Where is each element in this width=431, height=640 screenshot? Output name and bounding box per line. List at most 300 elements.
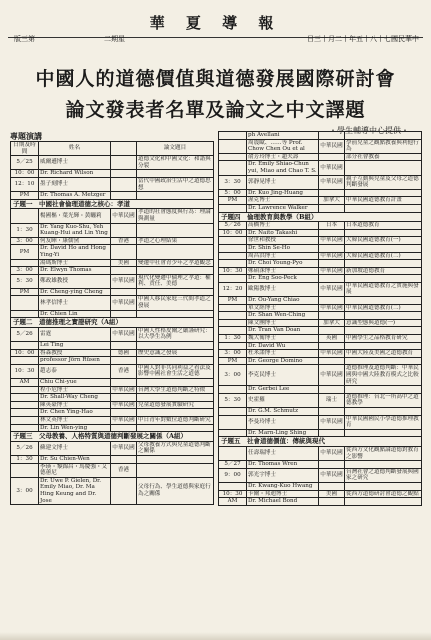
country-cell: 中華民國 <box>320 252 343 259</box>
table-row <box>219 237 422 245</box>
table-row <box>11 349 214 357</box>
time-cell: PM <box>219 297 247 305</box>
table-row <box>219 204 422 212</box>
presenter-cell: 林孝信博士 <box>39 296 111 310</box>
presenter-cell: 楊國樞・葉光輝・黃曬莉 <box>39 209 111 223</box>
paper-title-cell <box>345 461 422 469</box>
time-cell: 10：30 <box>219 267 247 275</box>
time-cell <box>11 342 39 350</box>
presenter-cell: 李曼玲博士 <box>247 415 319 429</box>
presenter-cell: 趙志泰 <box>39 364 111 378</box>
time-cell <box>11 296 39 310</box>
presenter-cell: 程小危博士 <box>39 386 111 394</box>
section-header-row <box>219 212 422 222</box>
presenter-cell: Dr. Elwyn Thomas <box>39 267 111 275</box>
page-edge-shadow <box>0 632 431 640</box>
presenter-cell: 墨子刻博士 <box>39 177 111 191</box>
presenter-cell: Dr. Kuo Jing-Huang <box>247 189 319 197</box>
time-cell <box>219 244 247 252</box>
presenter-cell: Dr. Shin Se-Ho <box>247 244 319 252</box>
paper-title-cell: 中華民國道德教育(二) <box>345 304 422 312</box>
presenter-cell: 單文經博士 <box>247 304 319 312</box>
left-schedule-table <box>10 141 214 505</box>
country-cell: 加拿大 <box>319 319 345 327</box>
paper-title-cell: 孝道的社會態度與行為：理論與測量 <box>137 209 214 223</box>
table-row <box>219 407 422 415</box>
time-cell: 3：30 <box>219 175 247 189</box>
time-cell <box>219 132 247 140</box>
paper-title-cell: 中華民國道德教育計畫 <box>345 197 422 205</box>
table-row <box>11 296 214 310</box>
table-row <box>219 267 422 275</box>
paper-title-cell: 父母教養方式與兒童道德判斷之關係 <box>137 441 214 455</box>
table-row <box>219 429 422 437</box>
table-row <box>219 132 422 140</box>
table-row <box>219 161 422 175</box>
table-row <box>11 310 214 318</box>
table-row <box>219 393 422 407</box>
right-column <box>218 131 422 633</box>
country-cell: 中華民國 <box>111 296 137 310</box>
country-cell: 德國 <box>111 349 137 357</box>
table-row <box>11 416 214 424</box>
paper-title-cell <box>345 327 422 335</box>
time-cell <box>219 153 247 161</box>
time-cell <box>219 237 247 245</box>
time-cell: PM <box>11 288 39 296</box>
table-row <box>11 477 214 504</box>
presenter-cell: 陳英豪博士 <box>39 401 111 409</box>
time-cell <box>219 304 247 312</box>
paper-title-cell <box>345 161 422 175</box>
paper-title-cell: 道德推理：台北一所高中之道德教學 <box>345 393 422 407</box>
paper-title-cell <box>137 463 214 477</box>
paper-title-cell <box>137 223 214 237</box>
paper-title-cell: 大韓民國道德教育(一) <box>345 237 422 245</box>
paper-title-cell: 變遷中社會青少年之孝道觀念 <box>137 259 214 267</box>
table-row <box>219 197 422 205</box>
table-row <box>219 335 422 343</box>
table-row <box>11 401 214 409</box>
country-cell: 中華民國 <box>111 441 137 455</box>
presenter-cell: Dr. Uwe P. Gielen, Dr. Emily Miao, Dr. Ma Hing Keung and Dr. Jose <box>39 477 111 504</box>
country-cell: 中華民國 <box>319 365 345 386</box>
presenter-cell: Dr. Su Chien-Wen <box>39 455 111 463</box>
table-row <box>219 189 422 197</box>
country-cell: 中華民國 <box>319 161 345 175</box>
presenter-cell: 徐世和教授 <box>247 237 319 245</box>
paper-title-cell: 歷史意識之發展 <box>137 349 214 357</box>
presenter-cell: 周震歐、……等 Prof. Chow Chen Ou et al <box>247 139 319 153</box>
table-row <box>219 275 422 283</box>
column-header: 日期及時間 <box>11 142 39 156</box>
country-cell: 香港 <box>111 364 137 378</box>
section-header-row <box>219 437 422 447</box>
presenter-cell: 李瑛・黎錦昌・馬慶強・艾德蕙尼 <box>39 463 111 477</box>
right-schedule-table <box>218 131 422 506</box>
section-header-row <box>11 432 214 442</box>
table-row <box>11 357 214 365</box>
paper-title-cell <box>345 204 422 212</box>
country-cell: 日本 <box>319 222 345 230</box>
presenter-cell: ph Avellani <box>247 132 319 140</box>
paper-title-cell: 中華民國道德教育之實施與發展 <box>345 282 422 296</box>
presenter-cell: 郭靜晃博士 <box>247 175 319 189</box>
table-row <box>219 282 422 296</box>
table-row <box>219 446 422 460</box>
paper-title-cell <box>345 429 422 437</box>
table-row <box>219 153 422 161</box>
country-cell <box>319 275 345 283</box>
paper-title-cell: 孝道之心理結果 <box>137 237 214 245</box>
time-cell: 10：30 <box>11 364 39 378</box>
country-cell: 中華民國 <box>319 282 345 296</box>
table-row <box>219 468 422 482</box>
time-cell: PM <box>11 245 39 259</box>
country-cell <box>319 297 345 305</box>
presenter-cell: 俞芳玲博士・趙夫壽 <box>247 153 319 161</box>
time-cell: 1：30 <box>11 223 39 237</box>
time-cell <box>219 161 247 175</box>
table-row <box>11 259 214 267</box>
table-row <box>219 342 422 350</box>
country-cell <box>111 394 137 402</box>
section-header-row <box>11 318 214 328</box>
time-cell: 10：30 <box>219 490 247 498</box>
paper-title-cell <box>137 394 214 402</box>
country-cell: 中華民國 <box>111 274 137 288</box>
time-cell <box>11 394 39 402</box>
country-cell <box>111 409 137 417</box>
country-cell <box>111 357 137 365</box>
schedule-columns <box>10 131 423 633</box>
presenter-cell: Dr. Eng Soo-Peck <box>247 275 319 283</box>
table-row <box>11 386 214 394</box>
table-row <box>219 319 422 327</box>
paper-title-cell <box>137 424 214 432</box>
column-header: 論文題目 <box>137 142 214 156</box>
table-row <box>219 252 422 260</box>
presenter-cell: 魯森教授 <box>39 349 111 357</box>
country-cell: 中華民國 <box>111 209 137 223</box>
country-cell: 瑞士 <box>319 393 345 407</box>
issue-date: 日三十月二十年五十八十七國民華中 <box>307 35 419 43</box>
paper-title-cell <box>345 229 422 237</box>
table-row <box>219 229 422 237</box>
country-cell: 香港 <box>111 237 137 245</box>
country-cell <box>111 379 137 387</box>
paper-title-cell: 兒童道德發展實驗研究 <box>137 401 214 409</box>
country-cell: 中華民國 <box>112 416 135 423</box>
time-cell: 12：20 <box>219 282 247 296</box>
presenter-cell: 歐陽教博士 <box>247 282 319 296</box>
paper-title-cell <box>137 357 214 365</box>
time-cell <box>11 386 39 394</box>
presenter-cell: Dr. George Domino <box>247 357 319 365</box>
table-row <box>11 156 214 170</box>
time-cell <box>219 482 247 490</box>
country-cell <box>319 429 345 437</box>
paper-title-cell: 父母行為、學生道德與家庭行為之關係 <box>137 477 214 504</box>
paper-title-cell <box>137 379 214 387</box>
time-cell <box>219 319 247 327</box>
time-cell: PM <box>219 357 247 365</box>
paper-title-cell <box>345 297 422 305</box>
table-row <box>11 192 214 200</box>
presenter-cell: Dr. Lin Wen-ying <box>39 424 111 432</box>
section-header-row <box>11 199 214 209</box>
presenter-cell: Dr. Chen Ying-Hao <box>39 409 111 417</box>
presenter-cell: 史霍羅 <box>247 393 319 407</box>
table-row <box>219 482 422 490</box>
newspaper-title: 華 夏 導 報 <box>149 14 282 32</box>
country-cell <box>319 244 345 252</box>
presenter-cell: Dr. Yang Kuo-Shu, Yeh Kuang-Hui and Lin Ying <box>39 223 111 237</box>
country-cell: 美國 <box>111 259 137 267</box>
presenter-cell: Lei Ting <box>39 342 111 350</box>
paper-title-cell <box>137 409 214 417</box>
presenter-cell: Dr. Kwang-Kuo Hwang <box>247 482 319 490</box>
presenter-cell: professor Jörn Rüsen <box>39 357 111 365</box>
table-row <box>219 365 422 386</box>
country-cell <box>111 192 137 200</box>
page-number: 版三第 <box>14 35 35 43</box>
table-row <box>219 244 422 252</box>
paper-title-cell <box>345 482 422 490</box>
presenter-cell: 林文英博士 <box>39 416 111 424</box>
country-cell <box>319 482 345 490</box>
country-cell: 中華民國 <box>320 237 343 244</box>
paper-title-cell <box>137 245 214 259</box>
table-row <box>219 304 422 312</box>
presenter-cell: 卡爾・邦迪博士 <box>247 490 319 498</box>
paper-title-cell <box>345 357 422 365</box>
time-cell <box>11 357 39 365</box>
table-row <box>11 267 214 275</box>
time-cell <box>219 204 247 212</box>
paper-title-cell: 意識型態與道德(一) <box>345 319 422 327</box>
country-cell: 中華民國 <box>320 350 343 357</box>
paper-title-cell: 親子互動與兒童及父母之道德判斷發展 <box>345 175 422 189</box>
time-cell <box>11 401 39 409</box>
time-cell: 3：00 <box>11 477 39 504</box>
table-row <box>11 394 214 402</box>
paper-title-cell <box>345 342 422 350</box>
table-row <box>219 461 422 469</box>
country-cell <box>319 386 345 394</box>
time-cell: 1：30 <box>11 455 39 463</box>
presenter-cell: 郭光宇博士 <box>247 468 319 482</box>
table-row <box>219 350 422 358</box>
paper-title-cell: 道德文化和中國文化：和諧與分裂 <box>137 156 214 170</box>
paper-title-cell <box>137 192 214 200</box>
country-cell <box>111 223 137 237</box>
paper-title-cell <box>137 267 214 275</box>
country-cell <box>111 424 137 432</box>
time-cell: 3：00 <box>11 267 39 275</box>
presenter-cell: Dr. Michael Bond <box>247 498 319 506</box>
country-cell <box>111 267 137 275</box>
table-row <box>219 297 422 305</box>
country-cell <box>319 229 345 237</box>
section-title: 子題三 父母教養、人格特質與道德判斷發展之關係（A組） <box>11 432 214 442</box>
table-row <box>219 415 422 429</box>
presenter-cell: Dr. Ou-Yang Chiao <box>247 297 319 305</box>
time-cell <box>11 409 39 417</box>
country-cell: 中華民國 <box>319 415 345 429</box>
time-cell <box>219 327 247 335</box>
presenter-cell: 鄭政雄教授 <box>39 274 111 288</box>
table-row <box>11 424 214 432</box>
presenter-cell: Dr. Tran Van Doan <box>247 327 319 335</box>
presenter-cell: Dr. Marn-Ling Shing <box>247 429 319 437</box>
section-title: 子題五 社會道德價值：傳統與現代 <box>219 437 422 447</box>
paper-title-cell: 從西方文化觀點論道德對教育之影響 <box>345 446 422 460</box>
country-cell <box>319 407 345 415</box>
table-row <box>11 342 214 350</box>
time-cell: AM <box>219 498 247 506</box>
paper-title-cell: 中國人移民家庭三代間孝道之發展 <box>137 296 214 310</box>
presenter-cell: Dr. Shan Wen-Ching <box>247 312 319 320</box>
credit-line: ・學生輔導中心提供・ <box>329 126 409 135</box>
time-cell <box>11 259 39 267</box>
paper-title-cell <box>137 170 214 178</box>
time-cell: 12：10 <box>11 177 39 191</box>
country-cell: 英國 <box>319 335 345 343</box>
paper-title-cell: 大韓民國道德教育(二) <box>345 252 422 260</box>
presenter-cell: Dr. Gerbei Lee <box>247 386 319 394</box>
time-cell <box>11 209 39 223</box>
paper-title-cell: 道德推理及道德判斷：中華民國與中國大陸教育模式之比較研究 <box>345 365 422 386</box>
time-cell <box>219 446 247 460</box>
presenter-cell: Dr. Thomas Wren <box>247 461 319 469</box>
paper-title-cell: 中國大陸及美國之道德教育 <box>345 350 422 358</box>
paper-title-cell: 新加坡道德教育 <box>345 267 422 275</box>
time-cell <box>219 312 247 320</box>
time-cell <box>219 415 247 429</box>
table-row <box>219 175 422 189</box>
keynote-label: 專題演講 <box>10 131 42 141</box>
presenter-cell: Dr. Richard Wilson <box>39 170 111 178</box>
table-row <box>11 455 214 463</box>
time-cell: 10：00 <box>11 170 39 178</box>
paper-title-cell: 台灣大學生道德判斷之特徵 <box>137 386 214 394</box>
paper-title-cell <box>137 288 214 296</box>
presenter-cell: 何友暉・康儒黛 <box>39 237 111 245</box>
country-cell <box>111 170 137 178</box>
paper-title-cell: 現代化變遷中倫理之孝道：權利、責任、美德 <box>137 274 214 288</box>
table-row <box>11 441 214 455</box>
table-row <box>11 170 214 178</box>
time-cell <box>219 260 247 268</box>
country-cell <box>319 498 345 506</box>
headline <box>8 64 423 122</box>
time-cell: PM <box>11 192 39 200</box>
table-row <box>11 209 214 223</box>
paper-title-cell <box>345 132 422 140</box>
time-cell <box>219 429 247 437</box>
country-cell <box>319 357 345 365</box>
table-row <box>11 288 214 296</box>
presenter-cell: Dr. Choi Young-Pyo <box>247 260 319 268</box>
left-column <box>10 131 214 633</box>
time-cell <box>219 252 247 260</box>
presenter-cell: 李克民博士 <box>247 365 319 386</box>
country-cell <box>319 260 345 268</box>
table-row <box>11 409 214 417</box>
paper-title-cell <box>137 342 214 350</box>
paper-title-cell: 中日青年對數位道德判斷研究 <box>137 416 214 424</box>
paper-title-cell: 部分社會教養 <box>345 153 422 161</box>
table-row <box>219 386 422 394</box>
country-cell <box>111 156 137 170</box>
paper-title-cell <box>345 386 422 394</box>
table-row <box>219 139 422 153</box>
masthead <box>8 4 423 43</box>
presenter-cell: 周昌洪博士 <box>247 252 319 260</box>
table-row <box>11 463 214 477</box>
table-row <box>11 274 214 288</box>
presenter-cell: Dr. G.M. Schmutz <box>247 407 319 415</box>
presenter-cell: 湯瑪斯博士 <box>39 259 111 267</box>
presenter-cell: Dr. Lawrence Walker <box>247 204 319 212</box>
headline-line-2: 論文發表者名單及論文之中文譯題 <box>65 99 366 121</box>
time-cell: 3：00 <box>11 237 39 245</box>
time-cell <box>11 463 39 477</box>
presenter-cell: 雷霆 <box>39 327 111 341</box>
time-cell: 1：30 <box>219 335 247 343</box>
table-row <box>11 223 214 237</box>
country-cell: 中華民國 <box>111 327 137 341</box>
country-cell <box>319 312 345 320</box>
paper-title-cell <box>345 312 422 320</box>
time-cell: 5／27 <box>219 461 247 469</box>
time-cell: 5：30 <box>219 393 247 407</box>
table-row <box>11 237 214 245</box>
presenter-cell: 蘇建文博士 <box>39 441 111 455</box>
time-cell: 5／26 <box>11 441 39 455</box>
time-cell: 10：00 <box>11 349 39 357</box>
country-cell: 中華民國 <box>320 267 343 274</box>
time-cell: AM <box>11 379 39 387</box>
presenter-cell: Dr. Cheng-ying Cheng <box>39 288 111 296</box>
country-cell <box>319 189 345 197</box>
presenter-cell: 杜米諾博士 <box>247 350 319 358</box>
presenter-cell: 陳文團博士 <box>247 319 319 327</box>
paper-title-cell: 日本道德教育 <box>345 222 422 230</box>
time-cell <box>11 416 39 424</box>
paper-title-cell: 中國學生之品格教育研究 <box>345 335 422 343</box>
paper-title-cell: 中華民國國民小學道德推理教育 <box>345 415 422 429</box>
time-cell: 5／26 <box>11 327 39 341</box>
paper-title-cell <box>345 244 422 252</box>
paper-title-cell: 台灣社會之道德判斷發展與國家之研究 <box>345 468 422 482</box>
headline-line-1: 中國人的道德價值與道德發展國際研討會 <box>35 68 396 90</box>
table-row <box>219 327 422 335</box>
time-cell: 10：00 <box>219 229 247 237</box>
time-cell: 3：00 <box>219 350 247 358</box>
paper-title-cell: 從西方道德研討會道德之觀點 <box>345 490 422 498</box>
country-cell: 加拿大 <box>319 197 345 205</box>
country-cell: 中華民國 <box>319 175 345 189</box>
country-cell <box>319 132 345 140</box>
country-cell: 中華民國 <box>320 304 343 311</box>
country-cell: 中華民國 <box>319 446 345 460</box>
time-cell <box>219 275 247 283</box>
time-cell <box>11 310 39 318</box>
country-cell <box>111 342 137 350</box>
table-row <box>219 490 422 498</box>
